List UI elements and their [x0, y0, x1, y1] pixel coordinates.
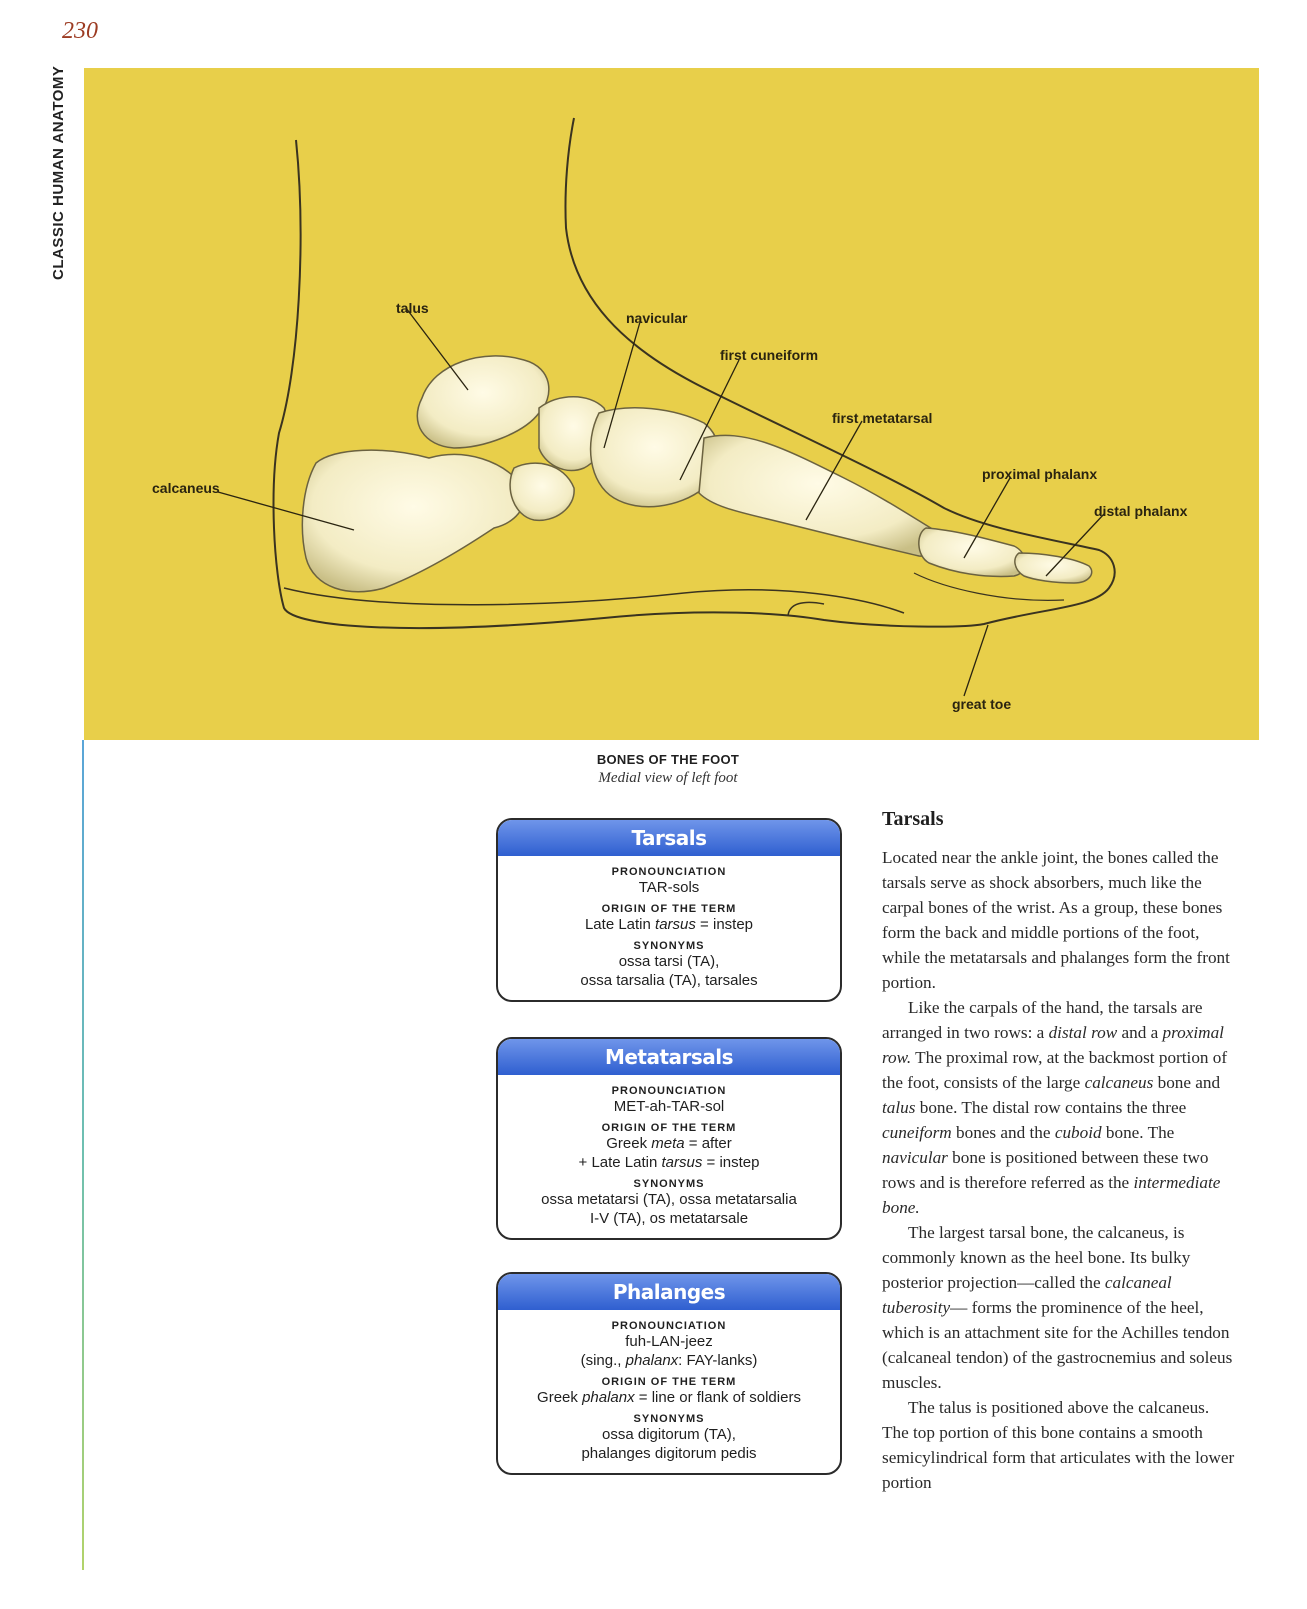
talus-bone [417, 356, 549, 448]
term-cuboid: cuboid [1054, 1123, 1102, 1142]
phalanges-term-box [496, 1272, 842, 1475]
pronunciation-value: TAR-sols [638, 879, 700, 896]
text-run: and a [1117, 1023, 1163, 1042]
paragraph-2 [882, 995, 1238, 1220]
phalanges-box-title: Phalanges [498, 1274, 840, 1310]
margin-color-rule [82, 740, 84, 1570]
term-navicular: navicular [882, 1148, 948, 1167]
foot-drawing [84, 68, 1259, 740]
origin-term: meta [651, 1135, 685, 1152]
proximal-phalanx-bone [919, 528, 1025, 576]
pronunciation-label: PRONOUNCIATION [611, 866, 727, 878]
paragraph-1: Located near the ankle joint, the bones called the tarsals serve as shock absorbers, much like the carpal bones of the wrist. As a group, these bones form the back and middle portions of the foot, while the metatarsals and phalanges form the front portion. [882, 848, 1230, 992]
caption-subtitle: Medial view of left foot [598, 770, 738, 786]
foot-illustration [84, 68, 1259, 740]
origin-term: phalanx [582, 1389, 635, 1406]
metatarsals-box-title: Metatarsals [498, 1039, 840, 1075]
synonyms-label: SYNONYMS [633, 940, 705, 952]
label-first-cuneiform: first cuneiform [720, 347, 819, 363]
pron-suffix: : FAY-lanks) [678, 1352, 758, 1369]
pronunciation-value: fuh-LAN-jeez [625, 1333, 713, 1350]
origin-line-2 [506, 1153, 832, 1172]
text-run: The proximal row, at the backmost portion of the foot, consists of the large [882, 1048, 1228, 1092]
page-number: 230 [62, 18, 98, 44]
origin-suffix: = instep [702, 1154, 760, 1171]
origin-label: ORIGIN OF THE TERM [601, 903, 737, 915]
text-run: bone and [1153, 1073, 1221, 1092]
term-calcaneus: calcaneus [1084, 1073, 1154, 1092]
label-calcaneus: calcaneus [152, 480, 220, 496]
toe-contour [788, 602, 824, 616]
label-great-toe: great toe [952, 696, 1012, 712]
figure-caption [566, 752, 770, 787]
text-run: bone. The distal row contains the three [915, 1098, 1187, 1117]
origin-line-1 [506, 1134, 832, 1153]
leader-great-toe [964, 625, 988, 696]
term-cuneiform: cuneiform [882, 1123, 952, 1142]
first-metatarsal-bone [699, 435, 937, 556]
label-navicular: navicular [626, 310, 688, 326]
pron-prefix: (sing., [580, 1352, 626, 1369]
label-first-metatarsal: first metatarsal [832, 410, 933, 426]
paragraph-4: The talus is positioned above the calcaneus. The top portion of this bone contains a smooth semicylindrical form that articulates with the lower portion [882, 1398, 1235, 1492]
synonyms-label: SYNONYMS [633, 1413, 705, 1425]
origin-value [506, 1388, 832, 1407]
synonyms-line-2: phalanges digitorum pedis [581, 1445, 757, 1462]
synonyms-line-2: I-V (TA), os metatarsale [589, 1210, 749, 1227]
article-heading: Tarsals [882, 808, 944, 830]
synonyms-label: SYNONYMS [633, 1178, 705, 1190]
origin-term: tarsus [655, 916, 696, 933]
pron-term: phalanx [625, 1352, 679, 1369]
label-distal-phalanx: distal phalanx [1094, 503, 1188, 519]
sole-line [284, 588, 904, 613]
pronunciation-value: MET-ah-TAR-sol [613, 1098, 725, 1115]
cuboid-bone [510, 463, 574, 520]
article-body [882, 808, 1238, 1495]
pronunciation-label: PRONOUNCIATION [611, 1320, 727, 1332]
synonyms-line-1: ossa metatarsi (TA), ossa metatarsalia [541, 1191, 797, 1208]
running-head: CLASSIC HUMAN ANATOMY [50, 65, 67, 280]
caption-title: BONES OF THE FOOT [596, 752, 740, 767]
origin-prefix: Late Latin [584, 916, 656, 933]
text-run: bones and the [951, 1123, 1055, 1142]
pronunciation-label: PRONOUNCIATION [611, 1085, 727, 1097]
paragraph-3 [882, 1220, 1238, 1395]
origin-prefix: Greek [606, 1135, 652, 1152]
text-run: The largest tarsal bone, the calcaneus, is commonly known as the heel bone. Its bulky posterior projection—called the [882, 1223, 1191, 1292]
origin-suffix: = after [684, 1135, 732, 1152]
term-intermediate-bone: intermediate bone. [882, 1173, 1221, 1217]
origin-label: ORIGIN OF THE TERM [601, 1122, 737, 1134]
origin-prefix: Greek [537, 1389, 583, 1406]
synonyms-line-1: ossa digitorum (TA), [602, 1426, 736, 1443]
label-talus: talus [396, 300, 429, 316]
calcaneus-bone [302, 450, 525, 592]
origin-label: ORIGIN OF THE TERM [601, 1376, 737, 1388]
origin-value [506, 915, 832, 934]
label-proximal-phalanx: proximal phalanx [982, 466, 1098, 482]
origin-suffix: = line or flank of soldiers [634, 1389, 801, 1406]
tarsals-term-box [496, 818, 842, 1002]
origin-prefix: + Late Latin [578, 1154, 662, 1171]
term-talus: talus [882, 1098, 916, 1117]
tarsals-box-title: Tarsals [498, 820, 840, 856]
text-run: bone is positioned between these two rows and is therefore referred as the [882, 1148, 1209, 1192]
term-calcaneal-tuberosity: calcaneal tuberosity [882, 1273, 1172, 1317]
term-distal-row: distal row [1048, 1023, 1118, 1042]
synonyms-line-2: ossa tarsalia (TA), tarsales [580, 972, 758, 989]
text-run: bone. The [1101, 1123, 1175, 1142]
origin-term: tarsus [661, 1154, 703, 1171]
origin-suffix: = instep [695, 916, 754, 933]
text-run: Like the carpals of the hand, the tarsals are arranged in two rows: a [882, 998, 1203, 1042]
text-run: — forms the prominence of the heel, which is an attachment site for the Achilles tendon (calcaneal tendon) of the gastrocnemius and soleus muscles. [882, 1298, 1233, 1392]
synonyms-line-1: ossa tarsi (TA), [618, 953, 720, 970]
term-proximal-row: proximal row. [882, 1023, 1224, 1067]
metatarsals-term-box [496, 1037, 842, 1240]
pronunciation-singular [506, 1351, 832, 1370]
